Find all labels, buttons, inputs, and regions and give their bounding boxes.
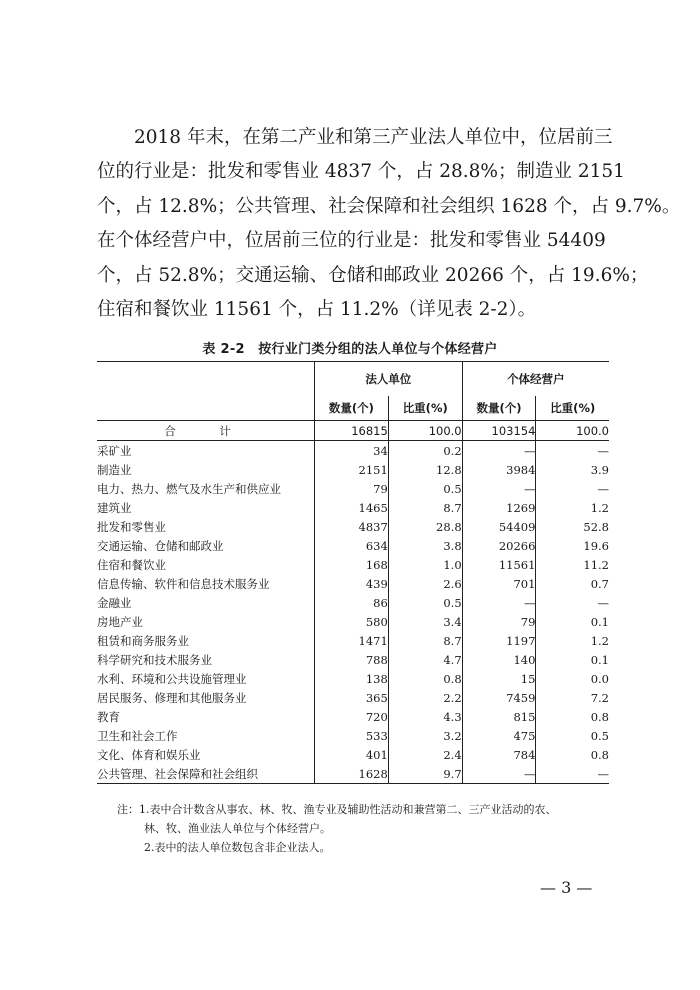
- cell-value: 1628: [315, 764, 389, 784]
- cell-value: 8.7: [388, 631, 462, 650]
- cell-value: 15: [462, 669, 536, 688]
- column-header: 比重(%): [388, 396, 462, 421]
- cell-value: 8.7: [388, 498, 462, 517]
- group-header-legal-units: 法人单位: [315, 362, 463, 397]
- group-header-individual-households: 个体经营户: [462, 362, 609, 397]
- cell-value: 1471: [315, 631, 389, 650]
- cell-value: 34: [315, 441, 389, 461]
- row-label: 合 计: [97, 421, 315, 441]
- paragraph-line: 2018 年末，在第二产业和第三产业法人单位中，位居前三: [134, 127, 613, 148]
- cell-value: 0.8: [536, 745, 609, 764]
- cell-value: 1.2: [536, 631, 609, 650]
- cell-value: 3.8: [388, 536, 462, 555]
- table-row: [97, 593, 609, 612]
- row-label: 科学研究和技术服务业: [97, 652, 212, 667]
- table-row: [97, 764, 609, 784]
- cell-value: 12.8: [388, 460, 462, 479]
- cell-value: 580: [315, 612, 389, 631]
- industry-table: [97, 361, 609, 784]
- cell-value: —: [462, 593, 536, 612]
- cell-value: 401: [315, 745, 389, 764]
- cell-value: 79: [462, 612, 536, 631]
- cell-value: —: [536, 593, 609, 612]
- header-blank: [97, 362, 315, 397]
- paragraph-line: 位的行业是：批发和零售业 4837 个，占 28.8%；制造业 2151: [97, 161, 625, 183]
- cell-value: 815: [462, 707, 536, 726]
- cell-value: 4.3: [388, 707, 462, 726]
- cell-value: 0.2: [388, 441, 462, 461]
- table-row: [97, 631, 609, 650]
- cell-value: 701: [462, 574, 536, 593]
- note-line: 林、牧、渔业法人单位与个体经营户。: [144, 822, 331, 835]
- row-label: 信息传输、软件和信息技术服务业: [97, 576, 270, 591]
- cell-value: 784: [462, 745, 536, 764]
- column-header: 数量(个): [315, 396, 389, 421]
- cell-value: 0.1: [536, 650, 609, 669]
- cell-value: 0.5: [388, 479, 462, 498]
- cell-value: 1197: [462, 631, 536, 650]
- cell-value: 79: [315, 479, 389, 498]
- page-number: — 3 —: [540, 878, 593, 897]
- cell-value: 365: [315, 688, 389, 707]
- cell-value: 2.4: [388, 745, 462, 764]
- cell-value: 140: [462, 650, 536, 669]
- cell-value: 16815: [315, 421, 389, 441]
- column-header: 数量(个): [462, 396, 536, 421]
- column-header: 比重(%): [536, 396, 609, 421]
- cell-value: 86: [315, 593, 389, 612]
- cell-value: 0.5: [536, 726, 609, 745]
- cell-value: 11561: [462, 555, 536, 574]
- cell-value: 168: [315, 555, 389, 574]
- cell-value: —: [536, 764, 609, 784]
- table-row: [97, 688, 609, 707]
- table-row: [97, 669, 609, 688]
- cell-value: 634: [315, 536, 389, 555]
- cell-value: 1269: [462, 498, 536, 517]
- row-label: 房地产业: [97, 614, 143, 629]
- note-line: 2.表中的法人单位数包含非企业法人。: [144, 841, 331, 854]
- header-blank: [97, 396, 315, 421]
- table-row: [97, 517, 609, 536]
- row-label: 租赁和商务服务业: [97, 633, 189, 648]
- row-label: 采矿业: [97, 443, 132, 458]
- cell-value: 19.6: [536, 536, 609, 555]
- table-row: [97, 536, 609, 555]
- cell-value: 28.8: [388, 517, 462, 536]
- cell-value: 100.0: [388, 421, 462, 441]
- cell-value: 3.2: [388, 726, 462, 745]
- body-paragraph: [97, 121, 681, 327]
- row-label: 批发和零售业: [97, 519, 166, 534]
- cell-value: 788: [315, 650, 389, 669]
- row-label: 建筑业: [97, 500, 132, 515]
- cell-value: 439: [315, 574, 389, 593]
- row-label: 电力、热力、燃气及水生产和供应业: [97, 481, 281, 496]
- cell-value: 533: [315, 726, 389, 745]
- cell-value: 3.4: [388, 612, 462, 631]
- cell-value: —: [536, 479, 609, 498]
- cell-value: 7.2: [536, 688, 609, 707]
- paragraph-line: 个，占 52.8%；交通运输、仓储和邮政业 20266 个，占 19.6%；: [97, 264, 649, 286]
- cell-value: —: [536, 441, 609, 461]
- row-label: 教育: [97, 709, 120, 724]
- table-row: [97, 498, 609, 517]
- table-row: [97, 612, 609, 631]
- table-row: [97, 460, 609, 479]
- table-notes: [117, 800, 617, 857]
- table-row: [97, 441, 609, 461]
- cell-value: 2.6: [388, 574, 462, 593]
- table-row: [97, 479, 609, 498]
- paragraph-line: 住宿和餐饮业 11561 个，占 11.2%（详见表 2-2）。: [97, 299, 537, 321]
- cell-value: 4837: [315, 517, 389, 536]
- cell-value: 54409: [462, 517, 536, 536]
- paragraph-line: 个，占 12.8%；公共管理、社会保障和社会组织 1628 个，占 9.7%。: [97, 195, 681, 217]
- cell-value: 138: [315, 669, 389, 688]
- table-row: [97, 726, 609, 745]
- cell-value: 20266: [462, 536, 536, 555]
- cell-value: 0.7: [536, 574, 609, 593]
- cell-value: 9.7: [388, 764, 462, 784]
- cell-value: 475: [462, 726, 536, 745]
- note-line: 注：1.表中合计数含从事农、林、牧、渔专业及辅助性活动和兼营第二、三产业活动的农、: [117, 803, 557, 816]
- table-row: [97, 707, 609, 726]
- row-label: 金融业: [97, 595, 132, 610]
- cell-value: —: [462, 764, 536, 784]
- row-label: 文化、体育和娱乐业: [97, 747, 201, 762]
- cell-value: 4.7: [388, 650, 462, 669]
- cell-value: 1465: [315, 498, 389, 517]
- table-row: [97, 555, 609, 574]
- cell-value: 0.8: [536, 707, 609, 726]
- row-label: 公共管理、社会保障和社会组织: [97, 764, 315, 784]
- cell-value: 0.0: [536, 669, 609, 688]
- cell-value: 0.5: [388, 593, 462, 612]
- cell-value: 100.0: [536, 421, 609, 441]
- row-label: 交通运输、仓储和邮政业: [97, 538, 224, 553]
- cell-value: 103154: [462, 421, 536, 441]
- table-row: [97, 574, 609, 593]
- row-label: 卫生和社会工作: [97, 728, 178, 743]
- cell-value: 1.2: [536, 498, 609, 517]
- paragraph-line: 在个体经营户中，位居前三位的行业是：批发和零售业 54409: [97, 230, 606, 252]
- cell-value: 7459: [462, 688, 536, 707]
- cell-value: 0.8: [388, 669, 462, 688]
- cell-value: 52.8: [536, 517, 609, 536]
- cell-value: 11.2: [536, 555, 609, 574]
- cell-value: 0.1: [536, 612, 609, 631]
- cell-value: —: [462, 479, 536, 498]
- row-label: 水利、环境和公共设施管理业: [97, 671, 247, 686]
- cell-value: 3984: [462, 460, 536, 479]
- row-label: 住宿和餐饮业: [97, 557, 166, 572]
- cell-value: —: [462, 441, 536, 461]
- cell-value: 2151: [315, 460, 389, 479]
- total-row: [97, 421, 609, 441]
- table-caption: 表 2-2 按行业门类分组的法人单位与个体经营户: [202, 342, 498, 357]
- row-label: 制造业: [97, 462, 132, 477]
- table-row: [97, 650, 609, 669]
- cell-value: 3.9: [536, 460, 609, 479]
- table-row: [97, 745, 609, 764]
- cell-value: 2.2: [388, 688, 462, 707]
- row-label: 居民服务、修理和其他服务业: [97, 690, 247, 705]
- cell-value: 720: [315, 707, 389, 726]
- cell-value: 1.0: [388, 555, 462, 574]
